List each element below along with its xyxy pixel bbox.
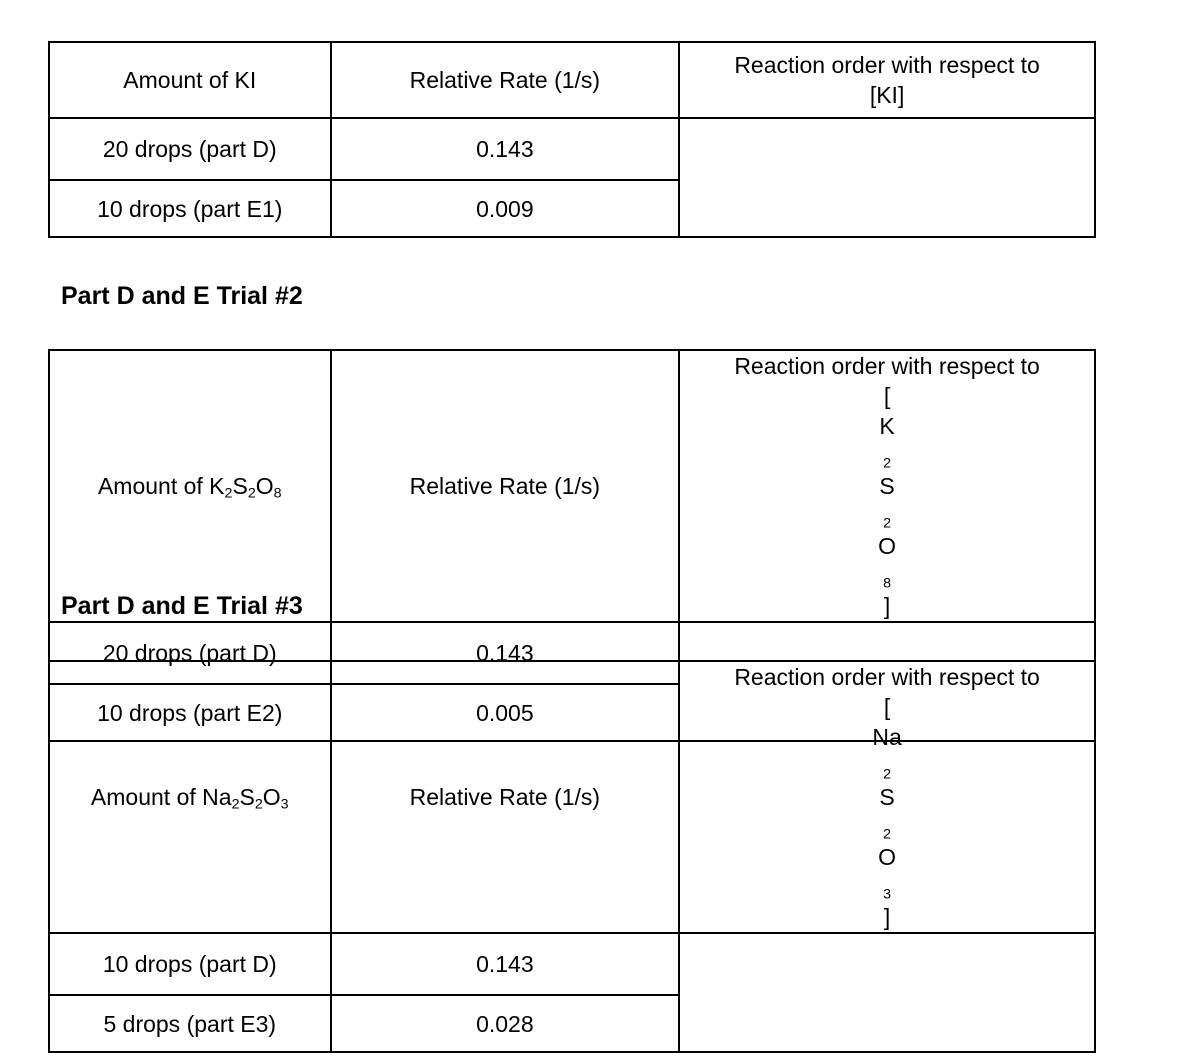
amount-header: [49, 350, 331, 622]
reaction-order-header-line1: Reaction order with respect to: [734, 52, 1040, 78]
amount-cell: 20 drops (part D): [49, 118, 331, 180]
formula-subscript: 3: [280, 796, 289, 813]
formula-subscript: 2: [247, 485, 256, 502]
rate-cell: 0.009: [331, 180, 680, 237]
table-header-row: [49, 42, 1095, 118]
formula-bracket: [: [883, 694, 891, 720]
formula-element: S: [232, 473, 248, 499]
amount-cell: 5 drops (part E3): [49, 995, 331, 1052]
amount-header-prefix: Amount of Na: [90, 784, 232, 810]
formula-element: O: [255, 473, 274, 499]
reaction-order-cell[interactable]: [679, 118, 1095, 237]
rate-cell: 0.143: [331, 622, 680, 684]
reaction-order-header-line1: Reaction order with respect to: [734, 353, 1040, 379]
reaction-order-header: [679, 42, 1095, 118]
formula-bracket: ]: [883, 593, 891, 619]
table-row: [49, 118, 1095, 180]
amount-header: [49, 661, 331, 933]
reaction-order-header-line2: [KI]: [869, 82, 905, 108]
reaction-order-header: [679, 661, 1095, 933]
reaction-order-header-line1: Reaction order with respect to: [734, 664, 1040, 690]
amount-cell: 20 drops (part D): [49, 622, 331, 684]
formula-element: S: [239, 784, 255, 810]
rate-cell: 0.143: [331, 933, 680, 995]
rate-header: Relative Rate (1/s): [331, 350, 680, 622]
rate-header: Relative Rate (1/s): [331, 661, 680, 933]
formula-subscript: 3: [883, 886, 892, 903]
table-row: [49, 933, 1095, 995]
reaction-order-header-line2: [680, 692, 1094, 932]
amount-header: Amount of KI: [49, 42, 331, 118]
formula-element: S: [879, 784, 895, 810]
rate-header: Relative Rate (1/s): [331, 42, 680, 118]
amount-cell: 10 drops (part D): [49, 933, 331, 995]
amount-cell: 10 drops (part E2): [49, 684, 331, 741]
formula-element: O: [262, 784, 281, 810]
formula-element: K: [879, 413, 895, 439]
formula-subscript: 2: [231, 796, 240, 813]
na2s2o3-table: [48, 660, 1096, 1053]
formula-subscript: 2: [254, 796, 263, 813]
formula-subscript: 8: [883, 575, 892, 592]
formula-subscript: 2: [883, 515, 892, 532]
formula-bracket: [: [883, 383, 891, 409]
amount-header-prefix: Amount of K: [97, 473, 225, 499]
formula-subscript: 8: [273, 485, 282, 502]
reaction-order-header-line2: [680, 381, 1094, 621]
formula-element: O: [878, 533, 897, 559]
trial-2-heading: Part D and E Trial #2: [61, 282, 303, 310]
rate-cell: 0.005: [331, 684, 680, 741]
formula-element: O: [878, 844, 897, 870]
formula-bracket: ]: [883, 904, 891, 930]
reaction-order-cell[interactable]: [679, 933, 1095, 1052]
formula-subscript: 2: [883, 766, 892, 783]
amount-cell: 10 drops (part E1): [49, 180, 331, 237]
table-header-row: [49, 350, 1095, 622]
reaction-order-header: [679, 350, 1095, 622]
ki-table: [48, 41, 1096, 238]
formula-subscript: 2: [224, 485, 233, 502]
rate-cell: 0.028: [331, 995, 680, 1052]
formula-element: S: [879, 473, 895, 499]
formula-subscript: 2: [883, 455, 892, 472]
table-header-row: [49, 661, 1095, 933]
rate-cell: 0.143: [331, 118, 680, 180]
formula-element: Na: [872, 724, 902, 750]
trial-3-heading: Part D and E Trial #3: [61, 592, 303, 620]
formula-subscript: 2: [883, 826, 892, 843]
